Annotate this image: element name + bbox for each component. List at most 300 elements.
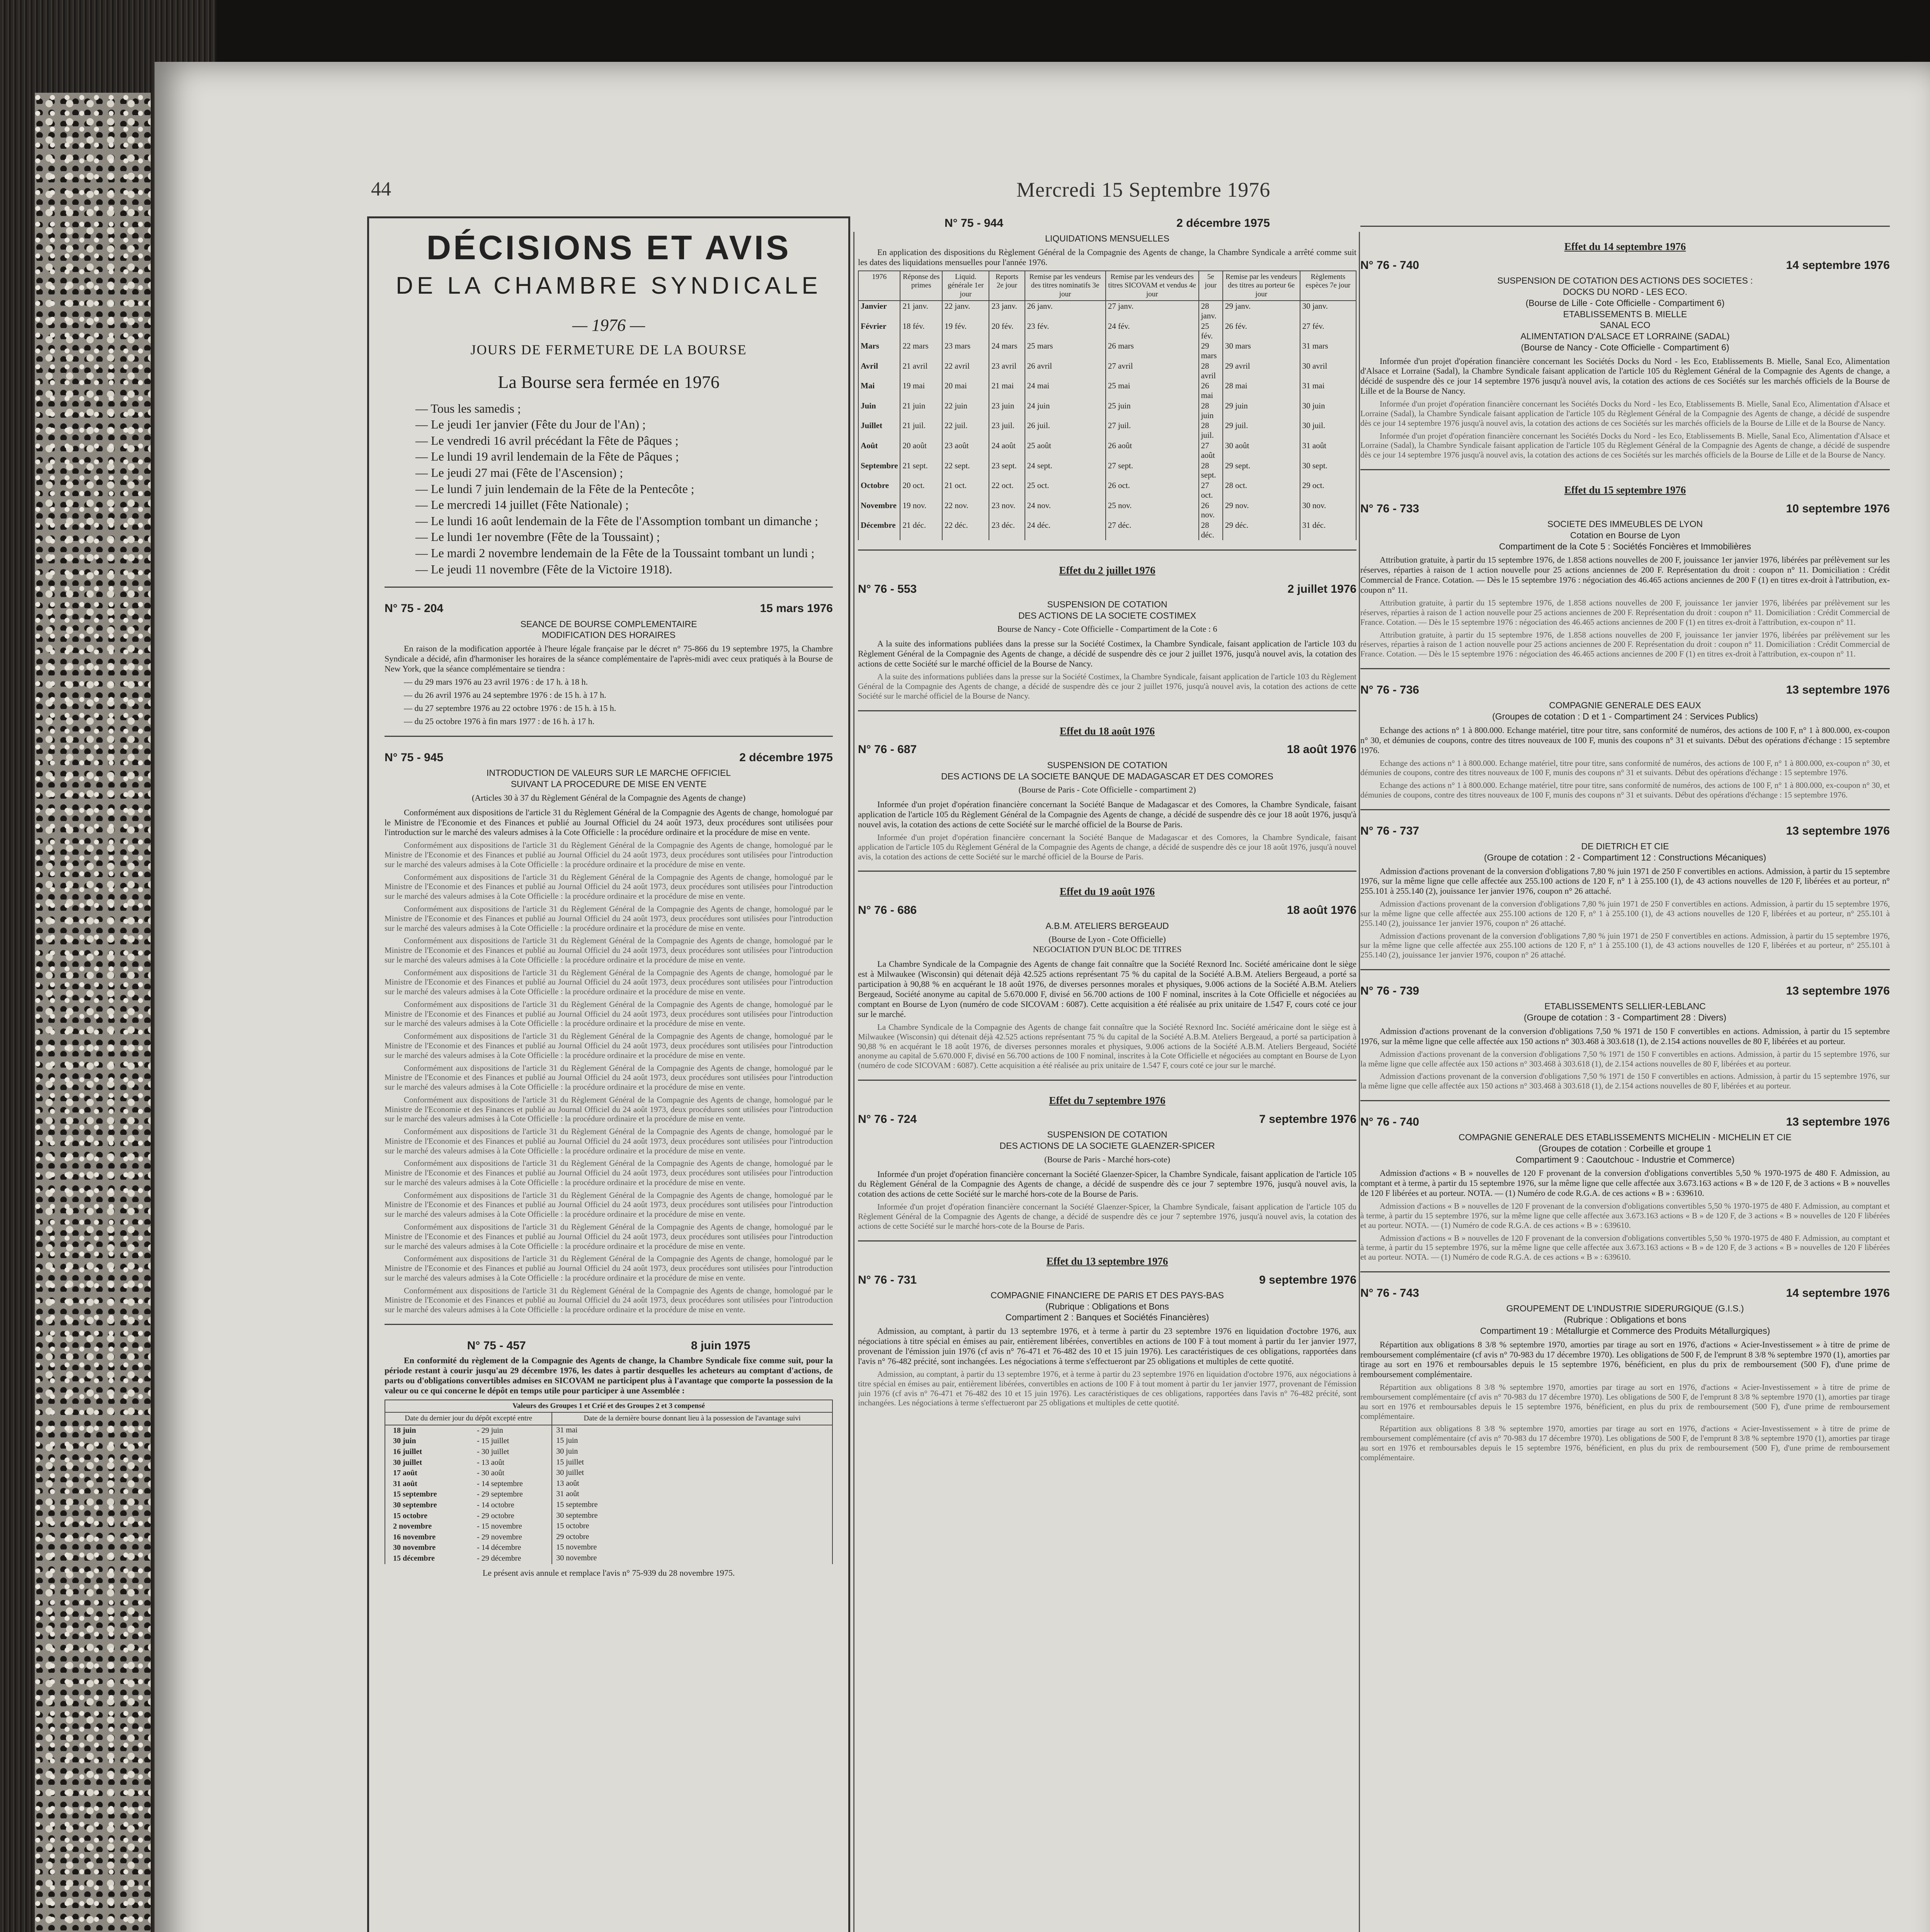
table-cell: 26 fév. [1223,321,1300,341]
notice-number: N° 76 - 733 [1360,502,1419,515]
table-cell: 26 juil. [1025,420,1106,440]
table-cell: 30 janv. [1300,301,1356,321]
table-cell: 21 déc. [900,520,942,540]
effect-date: Effet du 2 juillet 1976 [1059,564,1156,576]
table-cell: 13 août [552,1479,832,1490]
notice-number: N° 75 - 944 [945,217,1004,230]
notice-number: N° 76 - 737 [1360,824,1419,837]
notice-header [858,743,1356,756]
notice-text: Admission d'actions provenant de la conversion d'obligations 7,50 % 1971 de 150 F convertibles en actions. Admission, à partir du 15 septembre 1976, sur la même ligne que celle affectée aux 150 actions n° 303.468 à 303.618 (1), de 2.154 actions nouvelles de 80 F, libérées et au porteur. [1360,1049,1890,1068]
divider [1360,809,1890,810]
table-cell: 15 septembre [552,1500,832,1511]
table-cell: Mars [858,341,900,361]
table-cell: 24 nov. [1025,500,1106,520]
notice-text: Attribution gratuite, à partir du 15 septembre 1976, de 1.858 actions nouvelles de 200 F, jouissance 1er janvier 1976, libérées par prélèvement sur les réserves, réparties à raison de 1 action nouvelle pour 25 actions anciennes de 200 F. Représentation du droit : coupon n° 11. Domiciliation : Crédit Commercial de France. Cotation. — Dès le 15 septembre 1976 : négociation des 46.465 actions anciennes de 200 F (1) en titres ex-droit à l'attribution, ex-coupon n° 11. [1360,555,1890,595]
table-cell: 25 nov. [1106,500,1199,520]
table-cell: 30 juin [393,1437,416,1446]
dates-table [385,1400,833,1564]
notice-title: SEANCE DE BOURSE COMPLEMENTAIRE MODIFICATION DES HORAIRES [520,619,697,640]
divider [1360,469,1890,470]
notice-text: La Chambre Syndicale de la Compagnie des Agents de change fait connaître que la Société Rexnord Inc. Société américaine dont le siège est à Milwaukee (Wisconsin) qui détenait déjà 42.525 actions représentant 75 % du capital de la Société A.B.M. Ateliers Bergeaud, a porté sa participation à 90,88 % en acquérant le 18 août 1976, de diverses personnes morales et physiques, 9.006 actions de la Société A.B.M. Ateliers Bergeaud, Société anonyme au capital de 5.670.000 F, divisé en 56.700 actions de 100 F nominal, inscrites à la Cote Officielle et négociées au comptant en Bourse de Lyon (numéro de code SICOVAM : 6087). Cette acquisition a été réalisée au prix unitaire de 1.547 F, cours coté ce jour sur le marché. [858,959,1356,1019]
notice [858,886,1356,1070]
table-cell: - 14 octobre [477,1501,514,1510]
column-header: Date du dernier jour du dépôt excepté entre [385,1412,552,1425]
notice-number: N° 76 - 743 [1360,1286,1419,1299]
table-cell: 23 fév. [1025,321,1106,341]
table-cell: - 29 juin [477,1426,503,1435]
table-title: Valeurs des Groupes 1 et Crié et des Groupes 2 et 3 compensé [385,1400,832,1412]
table-row [858,520,1356,540]
notice-text: Echange des actions n° 1 à 800.000. Echange matériel, titre pour titre, sans conformité de numéros, des actions de 100 F, n° 1 à 800.000, ex-coupon n° 30, et démunies de coupons, contre des titres nouveaux de 100 F, munis des coupons n° 31 et suivants. Début des opérations d'échange : 15 septembre 1976. [1360,758,1890,777]
page-header [155,178,1930,209]
marbled-edge [35,93,151,1932]
column-header: Liquid. générale 1er jour [942,271,989,301]
table-cell: 31 mai [552,1425,832,1436]
table-cell: - 29 octobre [477,1511,514,1520]
notice-text: Admission, au comptant, à partir du 13 septembre 1976, et à terme à partir du 23 septembre 1976 en liquidation d'octobre 1976, aux négociations à titre spécial en émises au pair, entièrement libérées, convertibles en actions de 100 F à tout moment à partir du 1er janvier 1977, provenant de l'émission juin 1976 (cf avis n° 76-471 et 76-482 des 10 et 15 juin 1976). Les caractéristiques de ces obligations, rapportées dans l'avis n° 76-482 précité, sont inchangées. Les négociations à terme s'effectueront par 25 obligations et multiples de cette quotité. [858,1326,1356,1366]
table-cell: 31 août [1300,440,1356,461]
effect-date: Effet du 7 septembre 1976 [1049,1094,1166,1106]
table-cell: 16 novembre [393,1532,436,1541]
effect-date: Effet du 18 août 1976 [1059,725,1155,737]
table-cell: - 29 septembre [477,1490,523,1499]
table-cell: 24 déc. [1025,520,1106,540]
table-cell: 26 avril [1025,361,1106,381]
notice-text: En raison de la modification apportée à l'heure légale française par le décret n° 75-866 du 19 septembre 1975, la Chambre Syndicale a décidé, afin d'harmoniser les horaires de la séance complémentaire de l'après-midi avec ceux pratiqués à la Bourse de New York, que la séance complémentaire se tiendra : [385,644,833,673]
notice-text: La Chambre Syndicale de la Compagnie des Agents de change fait connaître que la Société Rexnord Inc. Société américaine dont le siège est à Milwaukee (Wisconsin) qui détenait déjà 42.525 actions représentant 75 % du capital de la Société A.B.M. Ateliers Bergeaud, a porté sa participation à 90,88 % en acquérant le 18 août 1976, de diverses personnes morales et physiques, 9.006 actions de la Société A.B.M. Ateliers Bergeaud, Société anonyme au capital de 5.670.000 F, divisé en 56.700 actions de 100 F nominal, inscrites à la Cote Officielle et négociées au comptant en Bourse de Lyon (numéro de code SICOVAM : 6087). Cette acquisition a été réalisée au prix unitaire de 1.547 F, cours coté ce jour sur le marché. [858,1022,1356,1070]
notice [858,565,1356,701]
notice-number: N° 76 - 686 [858,904,917,917]
table-cell: 19 fév. [942,321,989,341]
table-cell: 28 juil. [1199,420,1223,440]
table-cell: 30 mars [1223,341,1300,361]
table-cell: 26 nov. [1199,500,1223,520]
notice [1360,1115,1890,1262]
table-cell: 22 mars [900,341,942,361]
table-cell [385,1458,552,1468]
table-cell [385,1489,552,1500]
table-cell: 26 mai [1199,381,1223,401]
table-cell: 22 juil. [942,420,989,440]
table-cell: 30 juin [1300,401,1356,421]
table-row [858,381,1356,401]
table-cell: 27 sept. [1106,461,1199,481]
column-header: 1976 [858,271,900,301]
notice-text: Conformément aux dispositions de l'article 31 du Règlement Général de la Compagnie des Agents de change, homologué par le Ministre de l'Economie et des Finances et publié au Journal Officiel du 24 août 1973, deux procédures sont utilisées pour l'introduction sur le marché des valeurs admises à la Cote Officielle : la procédure ordinaire et la procédure de mise en vente. [385,1063,833,1092]
table-cell: 26 oct. [1106,480,1199,500]
divider [385,587,833,588]
closing-title: JOURS DE FERMETURE DE LA BOURSE [470,342,747,357]
notice-title: COMPAGNIE FINANCIERE DE PARIS ET DES PAYS-BAS (Rubrique : Obligations et Bons Compartiment 2 : Banques et Sociétés Financières) [991,1290,1224,1323]
list-item: — Le mardi 2 novembre lendemain de la Fête de la Toussaint tombant un lundi ; [415,545,833,561]
notice-text: Répartition aux obligations 8 3/8 % septembre 1970, amorties par tirage au sort en 1976, d'actions « Acier-Investissement » à titre de prime de remboursement complémentaire (cf avis n° 70-983 du 17 décembre 1970). Les obligations de 500 F, de l'emprunt 8 3/8 % septembre 1970 (1), amorties par tirage au sort en 1976 et remboursables depuis le 15 septembre 1976, bénéficient, en plus du prix de remboursement (500 F), d'une prime de remboursement complémentaire. [1360,1424,1890,1462]
column-header: Remise par les vendeurs des titres nominatifs 3e jour [1025,271,1106,301]
table-cell: 23 nov. [989,500,1025,520]
column-2 [858,216,1356,1932]
table-cell: 30 nov. [1300,500,1356,520]
notice [858,1095,1356,1231]
table-cell: 24 août [989,440,1025,461]
notice-text: Conformément aux dispositions de l'article 31 du Règlement Général de la Compagnie des Agents de change, homologué par le Ministre de l'Economie et des Finances et publié au Journal Officiel du 24 août 1973, deux procédures sont utilisées pour l'introduction sur le marché des valeurs admises à la Cote Officielle : la procédure ordinaire et la procédure de mise en vente. [385,1222,833,1251]
table-cell: 30 juil. [1300,420,1356,440]
table-cell: - 30 août [477,1469,505,1478]
table-cell: 30 août [1223,440,1300,461]
notice-title: INTRODUCTION DE VALEURS SUR LE MARCHE OFFICIEL SUIVANT LA PROCEDURE DE MISE EN VENTE [486,768,731,789]
table-cell: 22 sept. [942,461,989,481]
notice-subtitle: (Bourse de Paris - Marché hors-cote) [1044,1154,1170,1164]
notice-text: Informée d'un projet d'opération financière concernant la Société Glaenzer-Spicer, la Chambre Syndicale, faisant application de l'article 105 du Règlement Général de la Compagnie des Agents de change, a décidé de suspendre dès ce jour 7 septembre 1976, jusqu'à nouvel avis, la cotation des actions de cette Société sur le marché hors-cote de la Bourse de Paris. [858,1169,1356,1199]
table-row [385,1500,832,1511]
notice-text: Conformément aux dispositions de l'article 31 du Règlement Général de la Compagnie des Agents de change, homologué par le Ministre de l'Economie et des Finances et publié au Journal Officiel du 24 août 1973, deux procédures sont utilisées pour l'introduction sur le marché des valeurs admises à la Cote Officielle : la procédure ordinaire et la procédure de mise en vente. [385,968,833,997]
table-cell: 31 août [552,1489,832,1500]
notice-text: Admission d'actions provenant de la conversion d'obligations 7,50 % 1971 de 150 F convertibles en actions. Admission, à partir du 15 septembre 1976, sur la même ligne que celle affectée aux 150 actions n° 303.468 à 303.618 (1), de 2.154 actions nouvelles de 80 F, libérées et au porteur. [1360,1026,1890,1046]
table-cell: 22 janv. [942,301,989,321]
list-item: — Le lundi 16 août lendemain de la Fête de l'Assomption tombant un dimanche ; [415,513,833,529]
notice-text: Conformément aux dispositions de l'article 31 du Règlement Général de la Compagnie des Agents de change, homologué par le Ministre de l'Economie et des Finances et publié au Journal Officiel du 24 août 1973, deux procédures sont utilisées pour l'introduction sur le marché des valeurs admises à la Cote Officielle : la procédure ordinaire et la procédure de mise en vente. [385,807,833,837]
column-header: Règlements espèces 7e jour [1300,271,1356,301]
table-cell: 26 mars [1106,341,1199,361]
notice [858,725,1356,862]
table-cell: 18 juin [393,1426,416,1435]
notice-text: Conformément aux dispositions de l'article 31 du Règlement Général de la Compagnie des Agents de change, homologué par le Ministre de l'Economie et des Finances et publié au Journal Officiel du 24 août 1973, deux procédures sont utilisées pour l'introduction sur le marché des valeurs admises à la Cote Officielle : la procédure ordinaire et la procédure de mise en vente. [385,1031,833,1060]
notice-header [1360,502,1890,515]
divider [1360,226,1890,227]
notice-75-204 [385,602,833,726]
table-cell: 23 déc. [989,520,1025,540]
table-cell: 29 oct. [1300,480,1356,500]
col2-sections [858,549,1356,1408]
table-row [385,1553,832,1564]
table-row [385,1521,832,1532]
table-cell: 29 mars [1199,341,1223,361]
table-cell: 25 mai [1106,381,1199,401]
notice-reference: (Articles 30 à 37 du Règlement Général de la Compagnie des Agents de change) [471,793,746,803]
divider [858,1240,1356,1242]
table-cell: 25 juin [1106,401,1199,421]
table-cell: - 29 décembre [477,1554,521,1563]
notice-date: 8 juin 1975 [691,1339,751,1352]
page-subtitle: DE LA CHAMBRE SYNDICALE [396,272,822,299]
notice-subtitle: (Bourse de Lyon - Cote Officielle) NEGOCIATION D'UN BLOC DE TITRES [1033,934,1182,954]
notice-date: 15 mars 1976 [760,602,833,615]
column-3 [1360,216,1890,1932]
table-row [858,500,1356,520]
notice [1360,984,1890,1091]
table-cell: 25 mars [1025,341,1106,361]
table-row [858,401,1356,421]
notice-subtitle: Bourse de Nancy - Cote Officielle - Compartiment de la Cote : 6 [997,624,1217,634]
table-cell: 30 avril [1300,361,1356,381]
notice-text: Admission, au comptant, à partir du 13 septembre 1976, et à terme à partir du 23 septembre 1976 en liquidation d'octobre 1976, aux négociations à titre spécial en émises au pair, entièrement libérées, convertibles en actions de 100 F à tout moment à partir du 1er janvier 1977, provenant de l'émission juin 1976 (cf avis n° 76-471 et 76-482 des 10 et 15 juin 1976). Les caractéristiques de ces obligations, rapportées dans l'avis n° 76-482 précité, sont inchangées. Les négociations à terme s'effectueront par 25 obligations et multiples de cette quotité. [858,1369,1356,1408]
notice-date: 18 août 1976 [1287,904,1356,917]
notice-date: 10 septembre 1976 [1786,502,1890,515]
table-cell: 28 juin [1199,401,1223,421]
table-cell: 23 juil. [989,420,1025,440]
effect-date: Effet du 13 septembre 1976 [1046,1255,1168,1267]
notice-text: Informée d'un projet d'opération financière concernant la Société Banque de Madagascar et des Comores, la Chambre Syndicale, faisant application de l'article 105 du Règlement Général de la Compagnie des Agents de change, a décidé de suspendre dès ce jour 18 août 1976, jusqu'à nouvel avis, la cotation des actions de cette Société sur le marché officiel de la Bourse de Paris. [858,833,1356,861]
column-1 [367,216,850,1932]
notice-text: Admission d'actions provenant de la conversion d'obligations 7,80 % juin 1971 de 250 F convertibles en actions. Admission, à partir du 15 septembre 1976, sur la même ligne que celle affectée aux 255.100 actions de 120 F, n° 1 à 255.100 (1), de 43 actions nouvelles de 120 F, libérées et au porteur, n° 255.101 à 255.140 (2), jouissance 1er janvier 1976, coupon n° 26 attaché. [1360,866,1890,896]
list-item: — Le jeudi 11 novembre (Fête de la Victoire 1918). [415,561,833,578]
notice-text: Répartition aux obligations 8 3/8 % septembre 1970, amorties par tirage au sort en 1976, d'actions « Acier-Investissement » à titre de prime de remboursement complémentaire (cf avis n° 70-983 du 17 décembre 1970). Les obligations de 500 F, de l'emprunt 8 3/8 % septembre 1970 (1), amorties par tirage au sort en 1976 et remboursables depuis le 15 septembre 1976, bénéficient, en plus du prix de remboursement (500 F), d'une prime de remboursement complémentaire. [1360,1383,1890,1421]
notice-text: Conformément aux dispositions de l'article 31 du Règlement Général de la Compagnie des Agents de change, homologué par le Ministre de l'Economie et des Finances et publié au Journal Officiel du 24 août 1973, deux procédures sont utilisées pour l'introduction sur le marché des valeurs admises à la Cote Officielle : la procédure ordinaire et la procédure de mise en vente. [385,1254,833,1282]
notice-date: 14 septembre 1976 [1786,1286,1890,1299]
table-cell: 15 juillet [552,1458,832,1468]
table-cell: 30 novembre [552,1553,832,1564]
notice-text: Echange des actions n° 1 à 800.000. Echange matériel, titre pour titre, sans conformité de numéros, des actions de 100 F, n° 1 à 800.000, ex-coupon n° 30, et démunies de coupons, contre des titres nouveaux de 100 F, munis des coupons n° 31 et suivants. Début des opérations d'échange : 15 septembre 1976. [1360,725,1890,755]
table-cell: Novembre [858,500,900,520]
column-header: Remise par les vendeurs des titres au porteur 6e jour [1223,271,1300,301]
notice [1360,683,1890,800]
closing-days-list [415,401,833,578]
notice-75-457 [385,1339,833,1578]
notice-text: En conformité du règlement de la Compagnie des Agents de change, la Chambre Syndicale fixe comme suit, pour la période restant à courir jusqu'au 29 décembre 1976, les dates à partir desquelles les acheteurs au comptant d'actions, de parts ou d'obligations convertibles admises en SICOVAM ne participent plus à l'avantage que comporte la possession de la valeur ou ce qui concerne le dépôt en temps utile pour participer à une Assemblée : [385,1355,833,1396]
table-cell: 27 avril [1106,361,1199,381]
notice [1360,824,1890,960]
newspaper-page [155,62,1930,1932]
table-cell: 27 janv. [1106,301,1199,321]
table-cell: 24 juin [1025,401,1106,421]
table-cell: - 14 décembre [477,1543,521,1552]
notice-title: COMPAGNIE GENERALE DES EAUX (Groupes de cotation : D et 1 - Compartiment 24 : Services Publics) [1492,700,1758,721]
table-row [385,1468,832,1479]
notice-75-945 [385,751,833,1315]
table-cell: 21 juil. [900,420,942,440]
list-item: — Le jeudi 27 mai (Fête de l'Ascension) ; [415,465,833,481]
notice-title: COMPAGNIE GENERALE DES ETABLISSEMENTS MICHELIN - MICHELIN ET CIE (Groupes de cotation : Corbeille et groupe 1 Compartiment 9 : Caoutchouc - Industrie et Commerce) [1459,1132,1792,1165]
notice-text: Répartition aux obligations 8 3/8 % septembre 1970, amorties par tirage au sort en 1976, d'actions « Acier-Investissement » à titre de prime de remboursement complémentaire (cf avis n° 70-983 du 17 décembre 1970). Les obligations de 500 F, de l'emprunt 8 3/8 % septembre 1970 (1), amorties par tirage au sort en 1976 et remboursables depuis le 15 septembre 1976, bénéficient, en plus du prix de remboursement (500 F), d'une prime de remboursement complémentaire. [1360,1339,1890,1379]
divider [1360,668,1890,669]
notice-number: N° 75 - 457 [467,1339,526,1352]
table-cell: 29 juin [1223,401,1300,421]
table-cell: 27 août [1199,440,1223,461]
notice-date: 13 septembre 1976 [1786,824,1890,837]
table-body [858,301,1356,540]
table-cell [385,1436,552,1447]
effect-date: Effet du 15 septembre 1976 [1564,484,1686,496]
table-cell: 25 août [1025,440,1106,461]
notice-number: N° 76 - 736 [1360,683,1419,696]
table-cell: 17 août [393,1469,417,1478]
list-item: — du 29 mars 1976 au 23 avril 1976 : de 17 h. à 18 h. [404,677,588,687]
table-row [858,480,1356,500]
divider [858,549,1356,551]
page-date: Mercredi 15 Septembre 1976 [1016,178,1271,201]
notice-header [1360,1286,1890,1300]
notice-date: 18 août 1976 [1287,743,1356,756]
table-cell: 29 octobre [552,1532,832,1543]
notice-text: Conformément aux dispositions de l'article 31 du Règlement Général de la Compagnie des Agents de change, homologué par le Ministre de l'Economie et des Finances et publié au Journal Officiel du 24 août 1973, deux procédures sont utilisées pour l'introduction sur le marché des valeurs admises à la Cote Officielle : la procédure ordinaire et la procédure de mise en vente. [385,1158,833,1187]
table-cell: 25 fév. [1199,321,1223,341]
table-cell: 30 novembre [393,1543,436,1552]
table-cell: 18 fév. [900,321,942,341]
table-row [385,1489,832,1500]
notice-text: Informée d'un projet d'opération financière concernant les Sociétés Docks du Nord - les Eco, Etablissements B. Mielle, Sanal Eco, Alimentation d'Alsace et Lorraine (Sadal), la Chambre Syndicale faisant application de l'article 105 du Règlement Général de la Compagnie des Agents de change, a décidé de suspendre dès ce jour 14 septembre 1976 jusqu'à nouvel avis, la cotation des actions de ces Sociétés sur les marchés officiels de la Bourse de Lille et de la Bourse de Nancy. [1360,399,1890,428]
notice-date: 7 septembre 1976 [1259,1112,1356,1126]
notice-text: Conformément aux dispositions de l'article 31 du Règlement Général de la Compagnie des Agents de change, homologué par le Ministre de l'Economie et des Finances et publié au Journal Officiel du 24 août 1973, deux procédures sont utilisées pour l'introduction sur le marché des valeurs admises à la Cote Officielle : la procédure ordinaire et la procédure de mise en vente. [385,1095,833,1124]
notice-text: Conformément aux dispositions de l'article 31 du Règlement Général de la Compagnie des Agents de change, homologué par le Ministre de l'Economie et des Finances et publié au Journal Officiel du 24 août 1973, deux procédures sont utilisées pour l'introduction sur le marché des valeurs admises à la Cote Officielle : la procédure ordinaire et la procédure de mise en vente. [385,872,833,901]
table-row [858,301,1356,321]
notice-text: Admission d'actions provenant de la conversion d'obligations 7,50 % 1971 de 150 F convertibles en actions. Admission, à partir du 15 septembre 1976, sur la même ligne que celle affectée aux 150 actions n° 303.468 à 303.618 (1), de 2.154 actions nouvelles de 80 F, libérées et au porteur. [1360,1071,1890,1091]
page-title: DÉCISIONS ET AVIS [426,228,791,267]
table-cell: Mai [858,381,900,401]
table-cell: 28 sept. [1199,461,1223,481]
table-cell: 23 mars [942,341,989,361]
table-cell: - 14 septembre [477,1479,523,1488]
table-header-row [858,271,1356,301]
table-cell: 29 déc. [1223,520,1300,540]
table-cell: 31 mars [1300,341,1356,361]
table-cell: 20 oct. [900,480,942,500]
notice-header [858,1112,1356,1126]
notice-75-944 [858,216,1356,540]
table-cell [385,1447,552,1458]
table-cell: 15 septembre [393,1490,437,1499]
notice-header [1360,683,1890,697]
notice-header [1360,824,1890,838]
notice-number: N° 76 - 740 [1360,1115,1419,1128]
column-header: 5e jour [1199,271,1223,301]
notice-header [858,582,1356,596]
notice-text: Conformément aux dispositions de l'article 31 du Règlement Général de la Compagnie des Agents de change, homologué par le Ministre de l'Economie et des Finances et publié au Journal Officiel du 24 août 1973, deux procédures sont utilisées pour l'introduction sur le marché des valeurs admises à la Cote Officielle : la procédure ordinaire et la procédure de mise en vente. [385,1190,833,1219]
table-cell: 15 juin [552,1436,832,1447]
notice-text: Conformément aux dispositions de l'article 31 du Règlement Général de la Compagnie des Agents de change, homologué par le Ministre de l'Economie et des Finances et publié au Journal Officiel du 24 août 1973, deux procédures sont utilisées pour l'introduction sur le marché des valeurs admises à la Cote Officielle : la procédure ordinaire et la procédure de mise en vente. [385,1127,833,1155]
table-cell: 21 sept. [900,461,942,481]
table-cell [385,1479,552,1490]
column-header: Date de la dernière bourse donnant lieu à la possession de l'avantage suivi [552,1412,832,1425]
notice-date: 2 décembre 1975 [739,751,833,764]
list-item: — Le mercredi 14 juillet (Fête Nationale) ; [415,497,833,513]
table-cell: 22 avril [942,361,989,381]
table-cell: 28 avril [1199,361,1223,381]
table-cell: 30 sept. [1300,461,1356,481]
table-cell: 31 août [393,1479,417,1488]
table-cell: 27 fév. [1300,321,1356,341]
table-cell: Juillet [858,420,900,440]
notice-title: ETABLISSEMENTS SELLIER-LEBLANC (Groupe de cotation : 3 - Compartiment 28 : Divers) [1523,1001,1727,1023]
table-body [385,1425,832,1564]
table-cell: 28 mai [1223,381,1300,401]
table-cell: 26 janv. [1025,301,1106,321]
column-header: Reports 2e jour [989,271,1025,301]
divider [1360,969,1890,970]
table-cell: 19 nov. [900,500,942,520]
table-cell: Février [858,321,900,341]
table-cell: 2 novembre [393,1522,432,1531]
table-cell: 24 fév. [1106,321,1199,341]
notice-number: N° 76 - 731 [858,1273,917,1286]
notice-date: 2 juillet 1976 [1287,582,1356,595]
table-row [858,341,1356,361]
notice-title: SUSPENSION DE COTATION DES ACTIONS DE LA SOCIETE BANQUE DE MADAGASCAR ET DES COMORES [941,760,1273,781]
list-item: — Le lundi 19 avril lendemain de la Fête de Pâques ; [415,449,833,465]
notice-title: SUSPENSION DE COTATION DES ACTIONS DES SOCIETES : DOCKS DU NORD - LES ECO. (Bourse de Lille - Cote Officielle - Compartiment 6) ETABLISSEMENTS B. MIELLE SANAL ECO ALIMENTATION D'ALSACE ET LORRAINE (SADAL) (Bourse de Nancy - Cote Officielle - Compartiment 6) [1497,276,1753,352]
divider [1360,1100,1890,1101]
divider [858,1080,1356,1081]
divider [858,871,1356,872]
table-cell: 30 juin [552,1447,832,1458]
table-cell: 27 juil. [1106,420,1199,440]
table-row [385,1436,832,1447]
col3-sections [1360,226,1890,1463]
table-cell: 15 octobre [552,1521,832,1532]
table-cell: 24 mars [989,341,1025,361]
year-heading: — 1976 — [572,315,645,335]
table-row [385,1532,832,1543]
notice-date: 13 septembre 1976 [1786,984,1890,997]
list-item: — Le vendredi 16 avril précédant la Fête de Pâques ; [415,433,833,449]
table-cell: 21 juin [900,401,942,421]
notice-text: En application des dispositions du Règlement Général de la Compagnie des Agents de change, la Chambre Syndicale a arrêté comme suit les dates des liquidations mensuelles pour l'année 1976. [858,247,1356,267]
table-cell: 15 novembre [552,1543,832,1553]
notice-text: Conformément aux dispositions de l'article 31 du Règlement Général de la Compagnie des Agents de change, homologué par le Ministre de l'Economie et des Finances et publié au Journal Officiel du 24 août 1973, deux procédures sont utilisées pour l'introduction sur le marché des valeurs admises à la Cote Officielle : la procédure ordinaire et la procédure de mise en vente. [385,904,833,933]
notice-text: Attribution gratuite, à partir du 15 septembre 1976, de 1.858 actions nouvelles de 200 F, jouissance 1er janvier 1976, libérées par prélèvement sur les réserves, réparties à raison de 1 action nouvelle pour 25 actions anciennes de 200 F. Représentation du droit : coupon n° 11. Domiciliation : Crédit Commercial de France. Cotation. — Dès le 15 septembre 1976 : négociation des 46.465 actions anciennes de 200 F (1) en titres ex-droit à l'attribution, ex-coupon n° 11. [1360,598,1890,627]
notice-title: SUSPENSION DE COTATION DES ACTIONS DE LA SOCIETE GLAENZER-SPICER [999,1129,1215,1151]
table-cell: 30 septembre [393,1501,437,1510]
table-cell [385,1553,552,1564]
notice-header [858,903,1356,917]
table-cell: 15 octobre [393,1511,428,1520]
table-cell: 28 oct. [1223,480,1300,500]
notice-date: 9 septembre 1976 [1259,1273,1356,1286]
notice-text: Admission d'actions « B » nouvelles de 120 F provenant de la conversion d'obligations convertibles 5,50 % 1970-1975 de 480 F. Admission, au comptant et à terme, à partir du 15 septembre 1976, sur la même ligne que celle affectée aux 3.673.163 actions « B » de 120 F, de 3 actions « B » nouvelles de 120 F libérées et au porteur. NOTA. — (1) Numéro de code R.G.A. de ces actions « B » : 639610. [1360,1233,1890,1262]
notice-header [1360,984,1890,998]
table-cell: 26 août [1106,440,1199,461]
table-cell: 23 août [942,440,989,461]
table-cell: Septembre [858,461,900,481]
table-cell [385,1425,552,1436]
notice-number: N° 76 - 739 [1360,984,1419,997]
table-cell: 29 avril [1223,361,1300,381]
table-cell: Avril [858,361,900,381]
table-row [858,321,1356,341]
table-cell: 22 juin [942,401,989,421]
column-header: Remise par les vendeurs des titres SICOVAM et vendus 4e jour [1106,271,1199,301]
table-cell: Juin [858,401,900,421]
table-cell: Décembre [858,520,900,540]
notice-text: Admission d'actions provenant de la conversion d'obligations 7,80 % juin 1971 de 250 F convertibles en actions. Admission, à partir du 15 septembre 1976, sur la même ligne que celle affectée aux 255.100 actions de 120 F, n° 1 à 255.100 (1), de 43 actions nouvelles de 120 F, libérées et au porteur, n° 255.101 à 255.140 (2), jouissance 1er janvier 1976, coupon n° 26 attaché. [1360,931,1890,960]
table-cell [385,1543,552,1553]
table-cell: 25 oct. [1025,480,1106,500]
table-cell: 21 janv. [900,301,942,321]
notice-date: 14 septembre 1976 [1786,259,1890,272]
notice-text: Conformément aux dispositions de l'article 31 du Règlement Général de la Compagnie des Agents de change, homologué par le Ministre de l'Economie et des Finances et publié au Journal Officiel du 24 août 1973, deux procédures sont utilisées pour l'introduction sur le marché des valeurs admises à la Cote Officielle : la procédure ordinaire et la procédure de mise en vente. [385,936,833,964]
notice-text: Echange des actions n° 1 à 800.000. Echange matériel, titre pour titre, sans conformité de numéros, des actions de 100 F, n° 1 à 800.000, ex-coupon n° 30, et démunies de coupons, contre des titres nouveaux de 100 F, munis des coupons n° 31 et suivants. Début des opérations d'échange : 15 septembre 1976. [1360,781,1890,799]
table-cell: 21 oct. [942,480,989,500]
notice-text: Conformément aux dispositions de l'article 31 du Règlement Général de la Compagnie des Agents de change, homologué par le Ministre de l'Economie et des Finances et publié au Journal Officiel du 24 août 1973, deux procédures sont utilisées pour l'introduction sur le marché des valeurs admises à la Cote Officielle : la procédure ordinaire et la procédure de mise en vente. [385,1286,833,1315]
table-cell: 23 sept. [989,461,1025,481]
divider [858,710,1356,711]
table-row [858,461,1356,481]
notice-number: N° 76 - 687 [858,743,917,756]
table-cell: 20 fév. [989,321,1025,341]
notice-header [1360,259,1890,272]
column-rule [1359,232,1360,1932]
list-item: — Le jeudi 1er janvier (Fête du Jour de l'An) ; [415,417,833,433]
decisions-box [367,216,850,1932]
table-cell: - 29 novembre [477,1532,522,1541]
divider [1360,1271,1890,1272]
table-cell [385,1468,552,1479]
list-item: — du 26 avril 1976 au 24 septembre 1976 : de 15 h. à 17 h. [404,690,606,700]
notice-number: N° 75 - 204 [385,602,444,615]
notice-number: N° 76 - 740 [1360,259,1419,272]
table-cell: 29 nov. [1223,500,1300,520]
table-cell: 23 janv. [989,301,1025,321]
liquidation-table [858,270,1356,540]
list-item: — Le lundi 1er novembre (Fête de la Toussaint) ; [415,529,833,545]
notice-text: Conformément aux dispositions de l'article 31 du Règlement Général de la Compagnie des Agents de change, homologué par le Ministre de l'Economie et des Finances et publié au Journal Officiel du 24 août 1973, deux procédures sont utilisées pour l'introduction sur le marché des valeurs admises à la Cote Officielle : la procédure ordinaire et la procédure de mise en vente. [385,840,833,869]
